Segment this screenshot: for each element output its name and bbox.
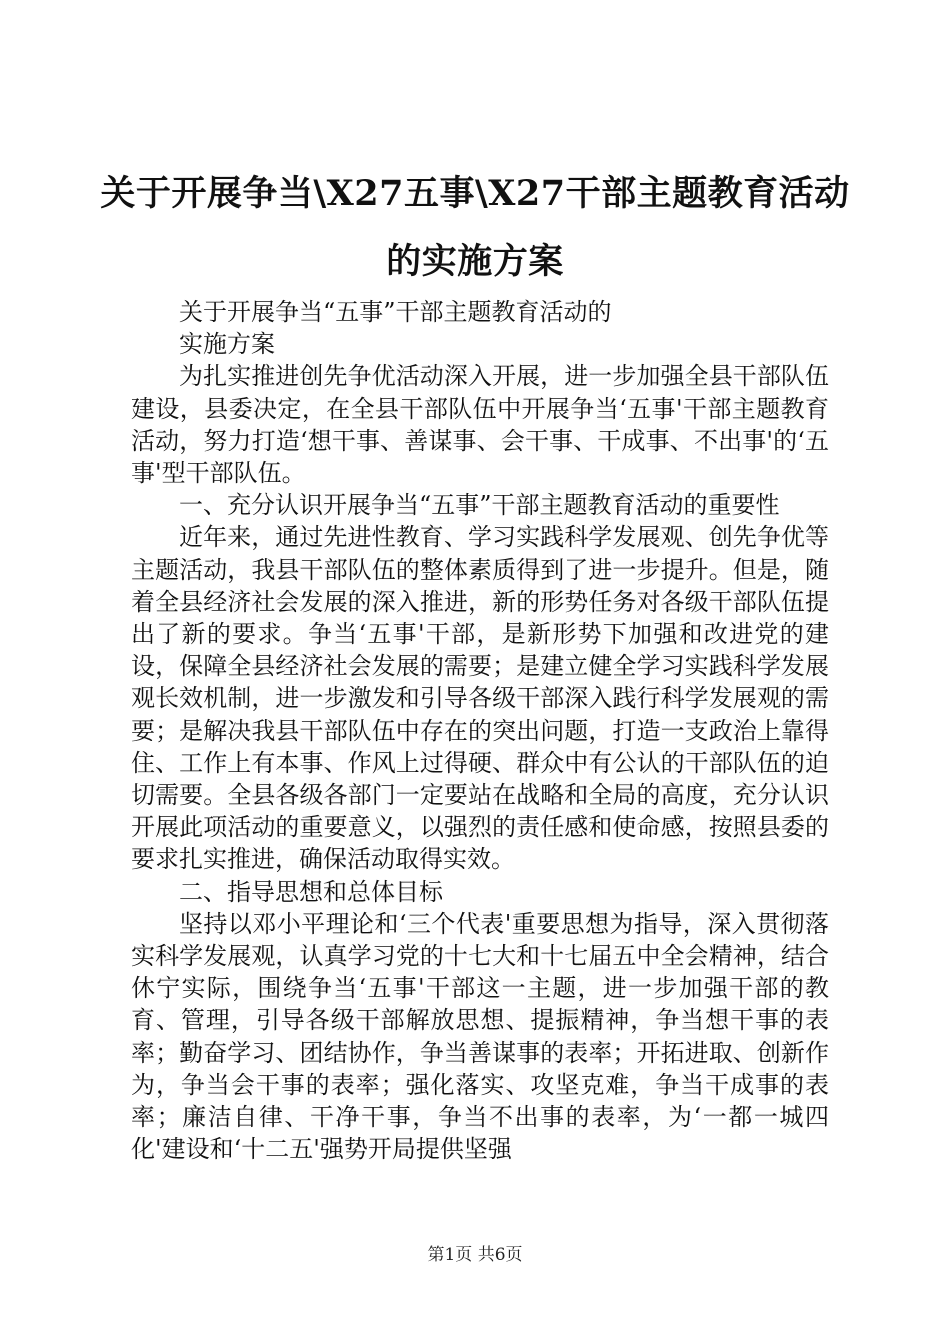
section-1-paragraph: 近年来，通过先进性教育、学习实践科学发展观、创先争优等主题活动，我县干部队伍的整体素质得到了进一步提升。但是，随着全县经济社会发展的深入推进，新的形势任务对各级干部队伍提出了新的要求。争当‘五事'干部，是新形势下加强和改进党的建设，保障全县经济社会发展的需要；是建立健全学习实践科学发展观长效机制，进一步激发和引导各级干部深入践行科学发展观的需要；是解决我县干部队伍中存在的突出问题，打造一支政治上靠得住、工作上有本事、作风上过得硬、群众中有公认的干部队伍的迫切需要。全县各级各部门一定要站在战略和全局的高度，充分认识开展此项活动的重要意义，以强烈的责任感和使命感，按照县委的要求扎实推进，确保活动取得实效。 — [131, 523, 829, 874]
intro-paragraph: 为扎实推进创先争优活动深入开展，进一步加强全县干部队伍建设，县委决定，在全县干部队伍中开展争当‘五事'干部主题教育活动，努力打造‘想干事、善谋事、会干事、干成事、不出事'的‘五事'型干部队伍。 — [131, 362, 829, 488]
section-heading-2: 二、指导思想和总体目标 — [179, 877, 443, 906]
section-2-paragraph: 坚持以邓小平理论和‘三个代表'重要思想为指导，深入贯彻落实科学发展观，认真学习党的十七大和十七届五中全会精神，结合休宁实际，围绕争当‘五事'干部这一主题，进一步加强干部的教育、管理，引导各级干部解放思想、提振精神，争当想干事的表率；勤奋学习、团结协作，争当善谋事的表率；开拓进取、创新作为，争当会干事的表率；强化落实、攻坚克难，争当干成事的表率；廉洁自律、干净干事，争当不出事的表率，为‘一都一城四化'建设和‘十二五'强势开局提供坚强 — [131, 909, 829, 1164]
subtitle-line-2: 实施方案 — [179, 330, 275, 359]
document-title: 关于开展争当\X27五事\X27干部主题教育活动的实施方案 — [100, 173, 850, 282]
section-heading-1: 一、充分认识开展争当“五事”干部主题教育活动的重要性 — [179, 491, 780, 520]
page-number: 第1页 共6页 — [427, 1245, 523, 1265]
document-body — [131, 296, 829, 1165]
subtitle-line-1: 关于开展争当“五事”干部主题教育活动的 — [179, 298, 612, 326]
